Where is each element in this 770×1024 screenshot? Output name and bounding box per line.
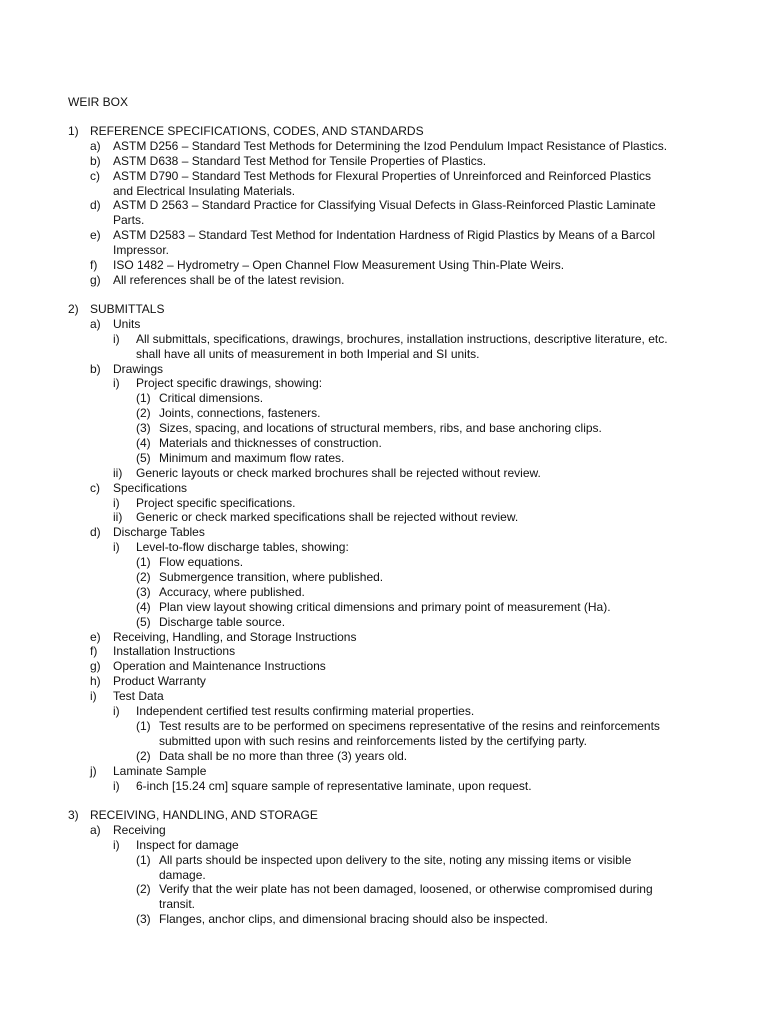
- list-item: [0, 481, 770, 496]
- list-item: [0, 332, 770, 347]
- list-item: [0, 644, 770, 659]
- list-marker: (1): [136, 852, 151, 867]
- list-text: submitted upon with such resins and reinforcements listed by the certifying party.: [159, 733, 587, 748]
- list-item: [0, 184, 770, 199]
- list-item: [0, 585, 770, 600]
- list-text: Level-to-flow discharge tables, showing:: [136, 540, 349, 555]
- list-text: Project specific drawings, showing:: [136, 376, 323, 391]
- list-marker: f): [90, 644, 98, 659]
- list-marker: a): [90, 138, 101, 153]
- list-marker: (2): [136, 406, 151, 421]
- list-marker: i): [113, 778, 120, 793]
- list-item: [0, 868, 770, 883]
- list-text: damage.: [159, 867, 206, 882]
- list-text: Specifications: [113, 480, 188, 495]
- list-item: [0, 139, 770, 154]
- list-text: Verify that the weir plate has not been damaged, loosened, or otherwise compromised during: [159, 882, 653, 897]
- list-marker: 2): [68, 302, 79, 316]
- list-item: [0, 421, 770, 436]
- list-text: Joints, connections, fasteners.: [159, 406, 321, 421]
- list-item: [0, 823, 770, 838]
- list-text: Materials and thicknesses of construction.: [159, 436, 382, 451]
- list-item: [0, 273, 770, 288]
- list-text: Test results are to be performed on specimens representative of the resins and reinforcements: [159, 718, 660, 733]
- list-text: Installation Instructions: [113, 644, 236, 659]
- list-item: [0, 555, 770, 570]
- list-text: SUBMITTALS: [90, 302, 165, 316]
- list-item: [0, 764, 770, 779]
- list-marker: (3): [136, 912, 151, 927]
- list-text: Impressor.: [113, 243, 170, 258]
- list-marker: c): [90, 168, 100, 183]
- list-item: [0, 510, 770, 525]
- list-marker: h): [90, 674, 101, 689]
- list-item: [0, 213, 770, 228]
- list-item: [0, 749, 770, 764]
- list-marker: j): [90, 763, 97, 778]
- list-item: [0, 347, 770, 362]
- section-submittals: [0, 302, 770, 793]
- list-marker: g): [90, 659, 101, 674]
- list-item: [0, 258, 770, 273]
- list-marker: a): [90, 316, 101, 331]
- list-text: Units: [113, 316, 141, 331]
- list-item: [0, 496, 770, 511]
- list-text: ASTM D2583 – Standard Test Method for Indentation Hardness of Rigid Plastics by Means of a Barcol: [113, 228, 656, 243]
- list-marker: ii): [113, 510, 123, 525]
- list-text: shall have all units of measurement in both Imperial and SI units.: [136, 346, 480, 361]
- list-text: Discharge Tables: [113, 525, 205, 540]
- list-item: [0, 779, 770, 794]
- list-text: Project specific specifications.: [136, 495, 296, 510]
- list-item: [0, 630, 770, 645]
- list-item: [0, 674, 770, 689]
- list-text: Generic or check marked specifications shall be rejected without review.: [136, 510, 519, 525]
- list-marker: i): [113, 837, 120, 852]
- list-text: and Electrical Insulating Materials.: [113, 183, 296, 198]
- list-text: Plan view layout showing critical dimensions and primary point of measurement (Ha).: [159, 599, 611, 614]
- list-marker: f): [90, 258, 98, 273]
- list-marker: (1): [136, 391, 151, 406]
- list-text: Test Data: [113, 689, 164, 704]
- list-item: [0, 719, 770, 734]
- list-item: [0, 228, 770, 243]
- page-title: WEIR BOX: [68, 95, 129, 109]
- section-references: [0, 124, 770, 288]
- list-item: [0, 451, 770, 466]
- list-item: [0, 704, 770, 719]
- list-item: [0, 317, 770, 332]
- list-text: All parts should be inspected upon delivery to the site, noting any missing items or visible: [159, 852, 632, 867]
- list-item: [0, 882, 770, 897]
- list-text: All submittals, specifications, drawings, brochures, installation instructions, descriptive literature, etc.: [136, 331, 668, 346]
- list-text: RECEIVING, HANDLING, AND STORAGE: [90, 808, 318, 822]
- list-text: ASTM D 2563 – Standard Practice for Classifying Visual Defects in Glass-Reinforced Plastic Laminate: [113, 198, 656, 213]
- list-item: [0, 615, 770, 630]
- list-item: [0, 466, 770, 481]
- list-marker: 3): [68, 808, 79, 822]
- list-item: [0, 243, 770, 258]
- list-marker: b): [90, 153, 101, 168]
- section-receiving-handling-storage: [0, 808, 770, 927]
- list-text: Flanges, anchor clips, and dimensional bracing should also be inspected.: [159, 912, 548, 927]
- list-marker: e): [90, 629, 101, 644]
- list-item: [0, 734, 770, 749]
- list-text: Critical dimensions.: [159, 391, 264, 406]
- list-text: Product Warranty: [113, 674, 206, 689]
- list-text: ISO 1482 – Hydrometry – Open Channel Flow Measurement Using Thin-Plate Weirs.: [113, 258, 565, 273]
- list-text: Discharge table source.: [159, 614, 286, 629]
- list-item: [0, 362, 770, 377]
- list-marker: d): [90, 198, 101, 213]
- list-item: [0, 154, 770, 169]
- list-marker: ii): [113, 465, 123, 480]
- list-text: REFERENCE SPECIFICATIONS, CODES, AND STANDARDS: [90, 124, 424, 138]
- list-marker: (4): [136, 599, 151, 614]
- list-text: Operation and Maintenance Instructions: [113, 659, 326, 674]
- list-marker: i): [113, 376, 120, 391]
- list-marker: (2): [136, 570, 151, 585]
- list-text: Parts.: [113, 213, 145, 228]
- list-text: Data shall be no more than three (3) years old.: [159, 748, 408, 763]
- list-marker: c): [90, 480, 100, 495]
- list-item: [0, 570, 770, 585]
- list-marker: (5): [136, 614, 151, 629]
- list-item: [0, 600, 770, 615]
- list-text: Independent certified test results confirming material properties.: [136, 704, 475, 719]
- list-item: [0, 838, 770, 853]
- list-text: Laminate Sample: [113, 763, 207, 778]
- list-text: ASTM D790 – Standard Test Methods for Flexural Properties of Unreinforced and Reinforced Plastics: [113, 168, 652, 183]
- list-item: [0, 912, 770, 927]
- list-item: [0, 198, 770, 213]
- list-text: Accuracy, where published.: [159, 584, 305, 599]
- list-item: [0, 897, 770, 912]
- list-marker: e): [90, 228, 101, 243]
- list-marker: (2): [136, 748, 151, 763]
- list-text: Receiving, Handling, and Storage Instructions: [113, 629, 357, 644]
- list-text: transit.: [159, 897, 196, 912]
- list-item: [0, 391, 770, 406]
- list-item: [0, 302, 770, 317]
- list-item: [0, 659, 770, 674]
- list-marker: (2): [136, 882, 151, 897]
- list-text: All references shall be of the latest revision.: [113, 272, 345, 287]
- list-marker: (5): [136, 450, 151, 465]
- list-text: Minimum and maximum flow rates.: [159, 450, 345, 465]
- list-text: Submergence transition, where published.: [159, 570, 384, 585]
- list-item: [0, 376, 770, 391]
- list-text: Drawings: [113, 361, 164, 376]
- list-text: Flow equations.: [159, 555, 244, 570]
- list-item: [0, 540, 770, 555]
- list-text: ASTM D638 – Standard Test Method for Tensile Properties of Plastics.: [113, 153, 487, 168]
- list-marker: (3): [136, 421, 151, 436]
- list-item: [0, 525, 770, 540]
- list-marker: 1): [68, 124, 79, 138]
- list-marker: g): [90, 272, 101, 287]
- list-text: Receiving: [113, 822, 166, 837]
- list-item: [0, 853, 770, 868]
- list-text: Generic layouts or check marked brochures shall be rejected without review.: [136, 465, 541, 480]
- list-marker: i): [90, 689, 97, 704]
- list-marker: a): [90, 822, 101, 837]
- list-marker: b): [90, 361, 101, 376]
- list-text: Inspect for damage: [136, 837, 239, 852]
- list-marker: i): [113, 331, 120, 346]
- list-item: [0, 808, 770, 823]
- list-marker: (1): [136, 555, 151, 570]
- list-marker: d): [90, 525, 101, 540]
- list-marker: i): [113, 495, 120, 510]
- list-marker: i): [113, 540, 120, 555]
- list-marker: i): [113, 704, 120, 719]
- list-item: [0, 124, 770, 139]
- list-item: [0, 689, 770, 704]
- list-item: [0, 436, 770, 451]
- list-text: Sizes, spacing, and locations of structural members, ribs, and base anchoring clips.: [159, 421, 602, 436]
- list-text: 6-inch [15.24 cm] square sample of representative laminate, upon request.: [136, 778, 532, 793]
- list-text: ASTM D256 – Standard Test Methods for Determining the Izod Pendulum Impact Resistance of Plastics.: [113, 138, 668, 153]
- list-item: [0, 406, 770, 421]
- list-marker: (3): [136, 584, 151, 599]
- list-item: [0, 169, 770, 184]
- list-marker: (1): [136, 718, 151, 733]
- list-marker: (4): [136, 436, 151, 451]
